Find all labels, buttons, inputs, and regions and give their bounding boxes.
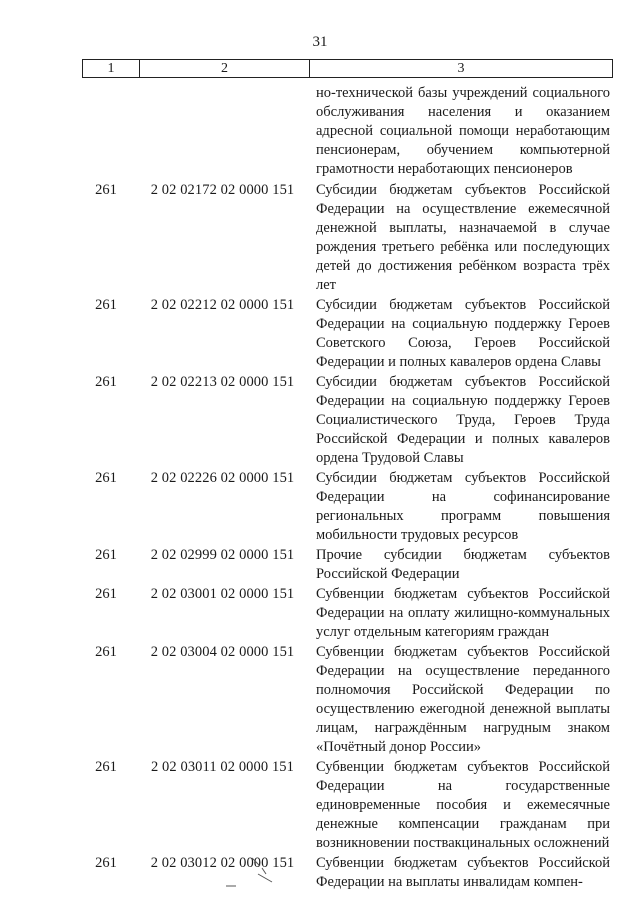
continuation-row [0, 84, 640, 179]
row-description: Субсидии бюджетам субъектов Российской Федерации на социальную поддержку Героев Советского Союза, Героев Российской Федерации и полных кавалеров ордена Славы [316, 297, 610, 370]
budget-classification-code: 2 02 03011 02 0000 151 [150, 759, 295, 775]
column-header-1: 1 [83, 60, 140, 78]
table-row [0, 758, 640, 853]
admin-code: 261 [95, 374, 117, 390]
admin-code: 261 [95, 855, 117, 871]
row-description: Субсидии бюджетам субъектов Российской Федерации на социальную поддержку Героев Социалистического Труда, Героев Труда Российской Федерации и полных кавалеров ордена Трудовой Славы [316, 374, 610, 466]
page-number: 31 [312, 34, 328, 50]
column-header-2: 2 [140, 60, 310, 78]
budget-classification-code: 2 02 03012 02 0000 151 [150, 855, 295, 871]
row-description: Субсидии бюджетам субъектов Российской Федерации на осуществление ежемесячной денежной выплаты, назначаемой в случае рождения третьего ребёнка или последующих детей до достижения ребёнком возраста трёх лет [316, 182, 610, 293]
row-description: Субвенции бюджетам субъектов Российской Федерации на государственные единовременные пособия и ежемесячные денежные компенсации гражданам при возникновении поствакцинальных осложнений [316, 759, 610, 851]
column-header-table [82, 59, 613, 78]
admin-code: 261 [95, 586, 117, 602]
admin-code: 261 [95, 547, 117, 563]
continuation-text: но-технической базы учреждений социального обслуживания населения и оказанием адресной социальной помощи неработающим пенсионерам, обучением компьютерной грамотности неработающих пенсионеров [316, 85, 610, 177]
table-row [0, 643, 640, 757]
row-description: Прочие субсидии бюджетам субъектов Российской Федерации [316, 547, 610, 582]
row-description: Субвенции бюджетам субъектов Российской Федерации на оплату жилищно-коммунальных услуг отдельным категориям граждан [316, 586, 610, 640]
budget-classification-code: 2 02 02212 02 0000 151 [150, 297, 295, 313]
budget-classification-code: 2 02 03001 02 0000 151 [150, 586, 295, 602]
table-row [0, 373, 640, 468]
budget-classification-code: 2 02 02999 02 0000 151 [150, 547, 295, 563]
column-header-3: 3 [310, 60, 613, 78]
budget-classification-code: 2 02 02226 02 0000 151 [150, 470, 295, 486]
budget-classification-code: 2 02 03004 02 0000 151 [150, 644, 295, 660]
table-row [0, 469, 640, 545]
row-description: Субвенции бюджетам субъектов Российской Федерации на выплаты инвалидам компен- [316, 855, 610, 890]
row-description: Субвенции бюджетам субъектов Российской Федерации на осуществление переданного полномочия Российской Федерации по осуществлению ежегодной денежной выплаты лицам, награждённым нагрудным знаком «Почётный донор России» [316, 644, 610, 755]
admin-code: 261 [95, 182, 117, 198]
table-row [0, 181, 640, 295]
budget-codes-table [0, 84, 640, 892]
table-row [0, 585, 640, 642]
scan-artifact [222, 852, 292, 892]
budget-classification-code: 2 02 02172 02 0000 151 [150, 182, 295, 198]
admin-code: 261 [95, 644, 117, 660]
table-row [0, 854, 640, 892]
admin-code: 261 [95, 470, 117, 486]
budget-classification-code: 2 02 02213 02 0000 151 [150, 374, 295, 390]
admin-code: 261 [95, 297, 117, 313]
table-row [0, 546, 640, 584]
admin-code: 261 [95, 759, 117, 775]
row-description: Субсидии бюджетам субъектов Российской Федерации на софинансирование региональных программ повышения мобильности трудовых ресурсов [316, 470, 610, 543]
table-row [0, 296, 640, 372]
